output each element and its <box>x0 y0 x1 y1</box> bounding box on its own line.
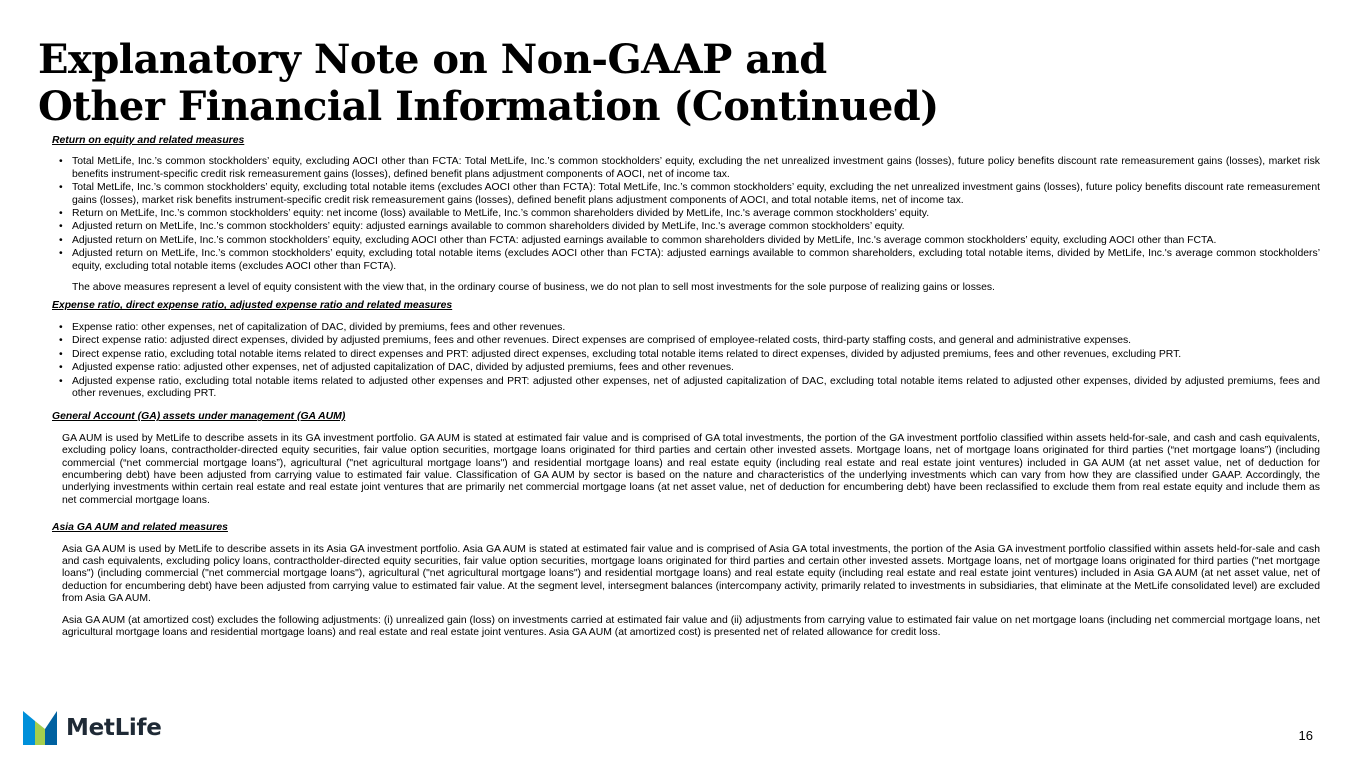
asia-ga-aum-paragraph-1: Asia GA AUM is used by MetLife to describe assets in its Asia GA investment portfolio. Asia GA AUM is stated at estimated fair value and is comprised of Asia GA total investments, the portion of the Asia GA investment portfolio classified within assets held-for-sale and cash and cash equivalents, excluding policy loans, contractholder-directed equity securities, fair value option securities, mortgage loans originated for third parties and certain other invested assets. Mortgage loans, net of mortgage loans originated for third parties ("net mortgage loans") (including commercial ("net commercial mortgage loans"), agricultural ("net agricultural mortgage loans") and residential mortgage loans) and real estate equity (including real estate and real estate joint ventures) included in Asia GA AUM (at net asset value, net of deduction for encumbering debt) have been adjusted from carrying value to estimated fair value. At the segment level, intersegment balances (intercompany activity, primarily related to investments in subsidiaries, that eliminate at the MetLife consolidated level) are excluded from Asia GA AUM. <box>62 543 1320 605</box>
metlife-logo <box>23 711 162 745</box>
expense-bullet: • Adjusted expense ratio, excluding total notable items related to adjusted other expenses and PRT: adjusted other expenses, net of adjusted capitalization of DAC, excluding total notable items related to adjusted other expenses, divided by adjusted premiums, fees and other revenues, excluding PRT. <box>72 376 1320 401</box>
expense-bullet: • Adjusted expense ratio: adjusted other expenses, net of adjusted capitalization of DAC, divided by adjusted premiums, fees and other revenues. <box>72 362 1320 374</box>
section-heading-asia-ga-aum: Asia GA AUM and related measures <box>52 522 228 534</box>
roe-bullet: • Adjusted return on MetLife, Inc.’s common stockholders’ equity: adjusted earnings available to common shareholders divided by MetLife, Inc.'s average common stockholders’ equity. <box>72 221 1320 233</box>
page-title <box>38 36 939 130</box>
metlife-logo-icon <box>23 711 57 745</box>
roe-bullet-list <box>52 156 1320 273</box>
roe-note: The above measures represent a level of equity consistent with the view that, in the ordinary course of business, we do not plan to sell most investments for the sole purpose of realizing gains or losses. <box>72 282 995 294</box>
roe-bullet: • Adjusted return on MetLife, Inc.’s common stockholders’ equity, excluding total notable items (excludes AOCI other than FCTA): adjusted earnings available to common shareholders, excluding total notable items, divided by MetLife, Inc.'s average common stockholders’ equity, excluding total notable items (excludes AOCI other than FCTA). <box>72 248 1320 273</box>
page-title-line-2: Other Financial Information (Continued) <box>38 83 939 130</box>
content-area <box>52 135 1320 648</box>
asia-ga-aum-paragraph-2: Asia GA AUM (at amortized cost) excludes the following adjustments: (i) unrealized gain (loss) on investments carried at estimated fair value and (ii) adjustments from carrying value to estimated fair value on net mortgage loans (including net commercial mortgage loans, net agricultural mortgage loans and residential mortgage loans) and real estate and real estate joint ventures. Asia GA AUM (at amortized cost) is presented net of related allowance for credit loss. <box>62 614 1320 638</box>
page-title-line-1: Explanatory Note on Non-GAAP and <box>38 36 827 83</box>
section-heading-return-on-equity: Return on equity and related measures <box>52 135 245 146</box>
metlife-logo-text: MetLife <box>66 715 162 741</box>
expense-bullet: • Direct expense ratio, excluding total notable items related to direct expenses and PRT: adjusted direct expenses, excluding total notable items related to direct expenses, divided by adjusted premiums, fees and other revenues, excluding PRT. <box>72 349 1320 361</box>
roe-bullet: • Adjusted return on MetLife, Inc.’s common stockholders’ equity, excluding AOCI other than FCTA: adjusted earnings available to common shareholders divided by MetLife, Inc.'s average common stockholders’ equity, excluding AOCI other than FCTA. <box>72 235 1320 247</box>
section-heading-ga-aum: General Account (GA) assets under management (GA AUM) <box>52 411 346 423</box>
ga-aum-paragraph: GA AUM is used by MetLife to describe assets in its GA investment portfolio. GA AUM is stated at estimated fair value and is comprised of GA total investments, the portion of the GA investment portfolio classified within assets held-for-sale, and cash and cash equivalents, excluding policy loans, contractholder-directed equity securities, fair value option securities, mortgage loans originated for third parties and certain other invested assets. Mortgage loans, net of mortgage loans originated for third parties (“net mortgage loans”) (including commercial (“net commercial mortgage loans”), agricultural ("net agricultural mortgage loans") and residential mortgage loans) and real estate equity (including real estate and real estate joint ventures) included in GA AUM (at net asset value, net of deduction for encumbering debt) have been adjusted from carrying value to estimated fair value. Classification of GA AUM by sector is based on the nature and characteristics of the underlying investments which can vary from how they are classified under GAAP. Accordingly, the underlying investments within certain real estate and real estate joint ventures that are primarily net commercial mortgage loans (at net asset value, net of deduction for encumbering debt) have been reclassified to exclude them from real estate equity and include them as net commercial mortgage loans. <box>62 432 1320 506</box>
expense-bullet-list <box>52 322 1320 400</box>
section-heading-expense-ratio: Expense ratio, direct expense ratio, adjusted expense ratio and related measures <box>52 300 453 312</box>
expense-bullet: • Expense ratio: other expenses, net of capitalization of DAC, divided by premiums, fees and other revenues. <box>72 322 1320 334</box>
roe-bullet: • Total MetLife, Inc.’s common stockholders’ equity, excluding AOCI other than FCTA: Total MetLife, Inc.’s common stockholders’ equity, excluding the net unrealized investment gains (losses), future policy benefits discount rate remeasurement gains (losses), market risk benefits instrument-specific credit risk remeasurement gains (losses), defined benefit plans adjustment components of AOCI, net of income tax. <box>72 156 1320 181</box>
roe-bullet: • Total MetLife, Inc.’s common stockholders’ equity, excluding total notable items (excludes AOCI other than FCTA): Total MetLife, Inc.’s common stockholders’ equity, excluding the net unrealized investment gains (losses), future policy benefits discount rate remeasurement gains (losses), market risk benefits instrument-specific credit risk remeasurement gains (losses), defined benefit plans adjustment components of AOCI, and total notable items, net of income tax. <box>72 182 1320 207</box>
page-number: 16 <box>1298 728 1313 743</box>
roe-bullet: • Return on MetLife, Inc.’s common stockholders’ equity: net income (loss) available to MetLife, Inc.’s common shareholders divided by MetLife, Inc.'s average common stockholders’ equity. <box>72 208 1320 220</box>
expense-bullet: • Direct expense ratio: adjusted direct expenses, divided by adjusted premiums, fees and other revenues. Direct expenses are comprised of employee-related costs, third-party staffing costs, and general and administrative expenses. <box>72 335 1320 347</box>
